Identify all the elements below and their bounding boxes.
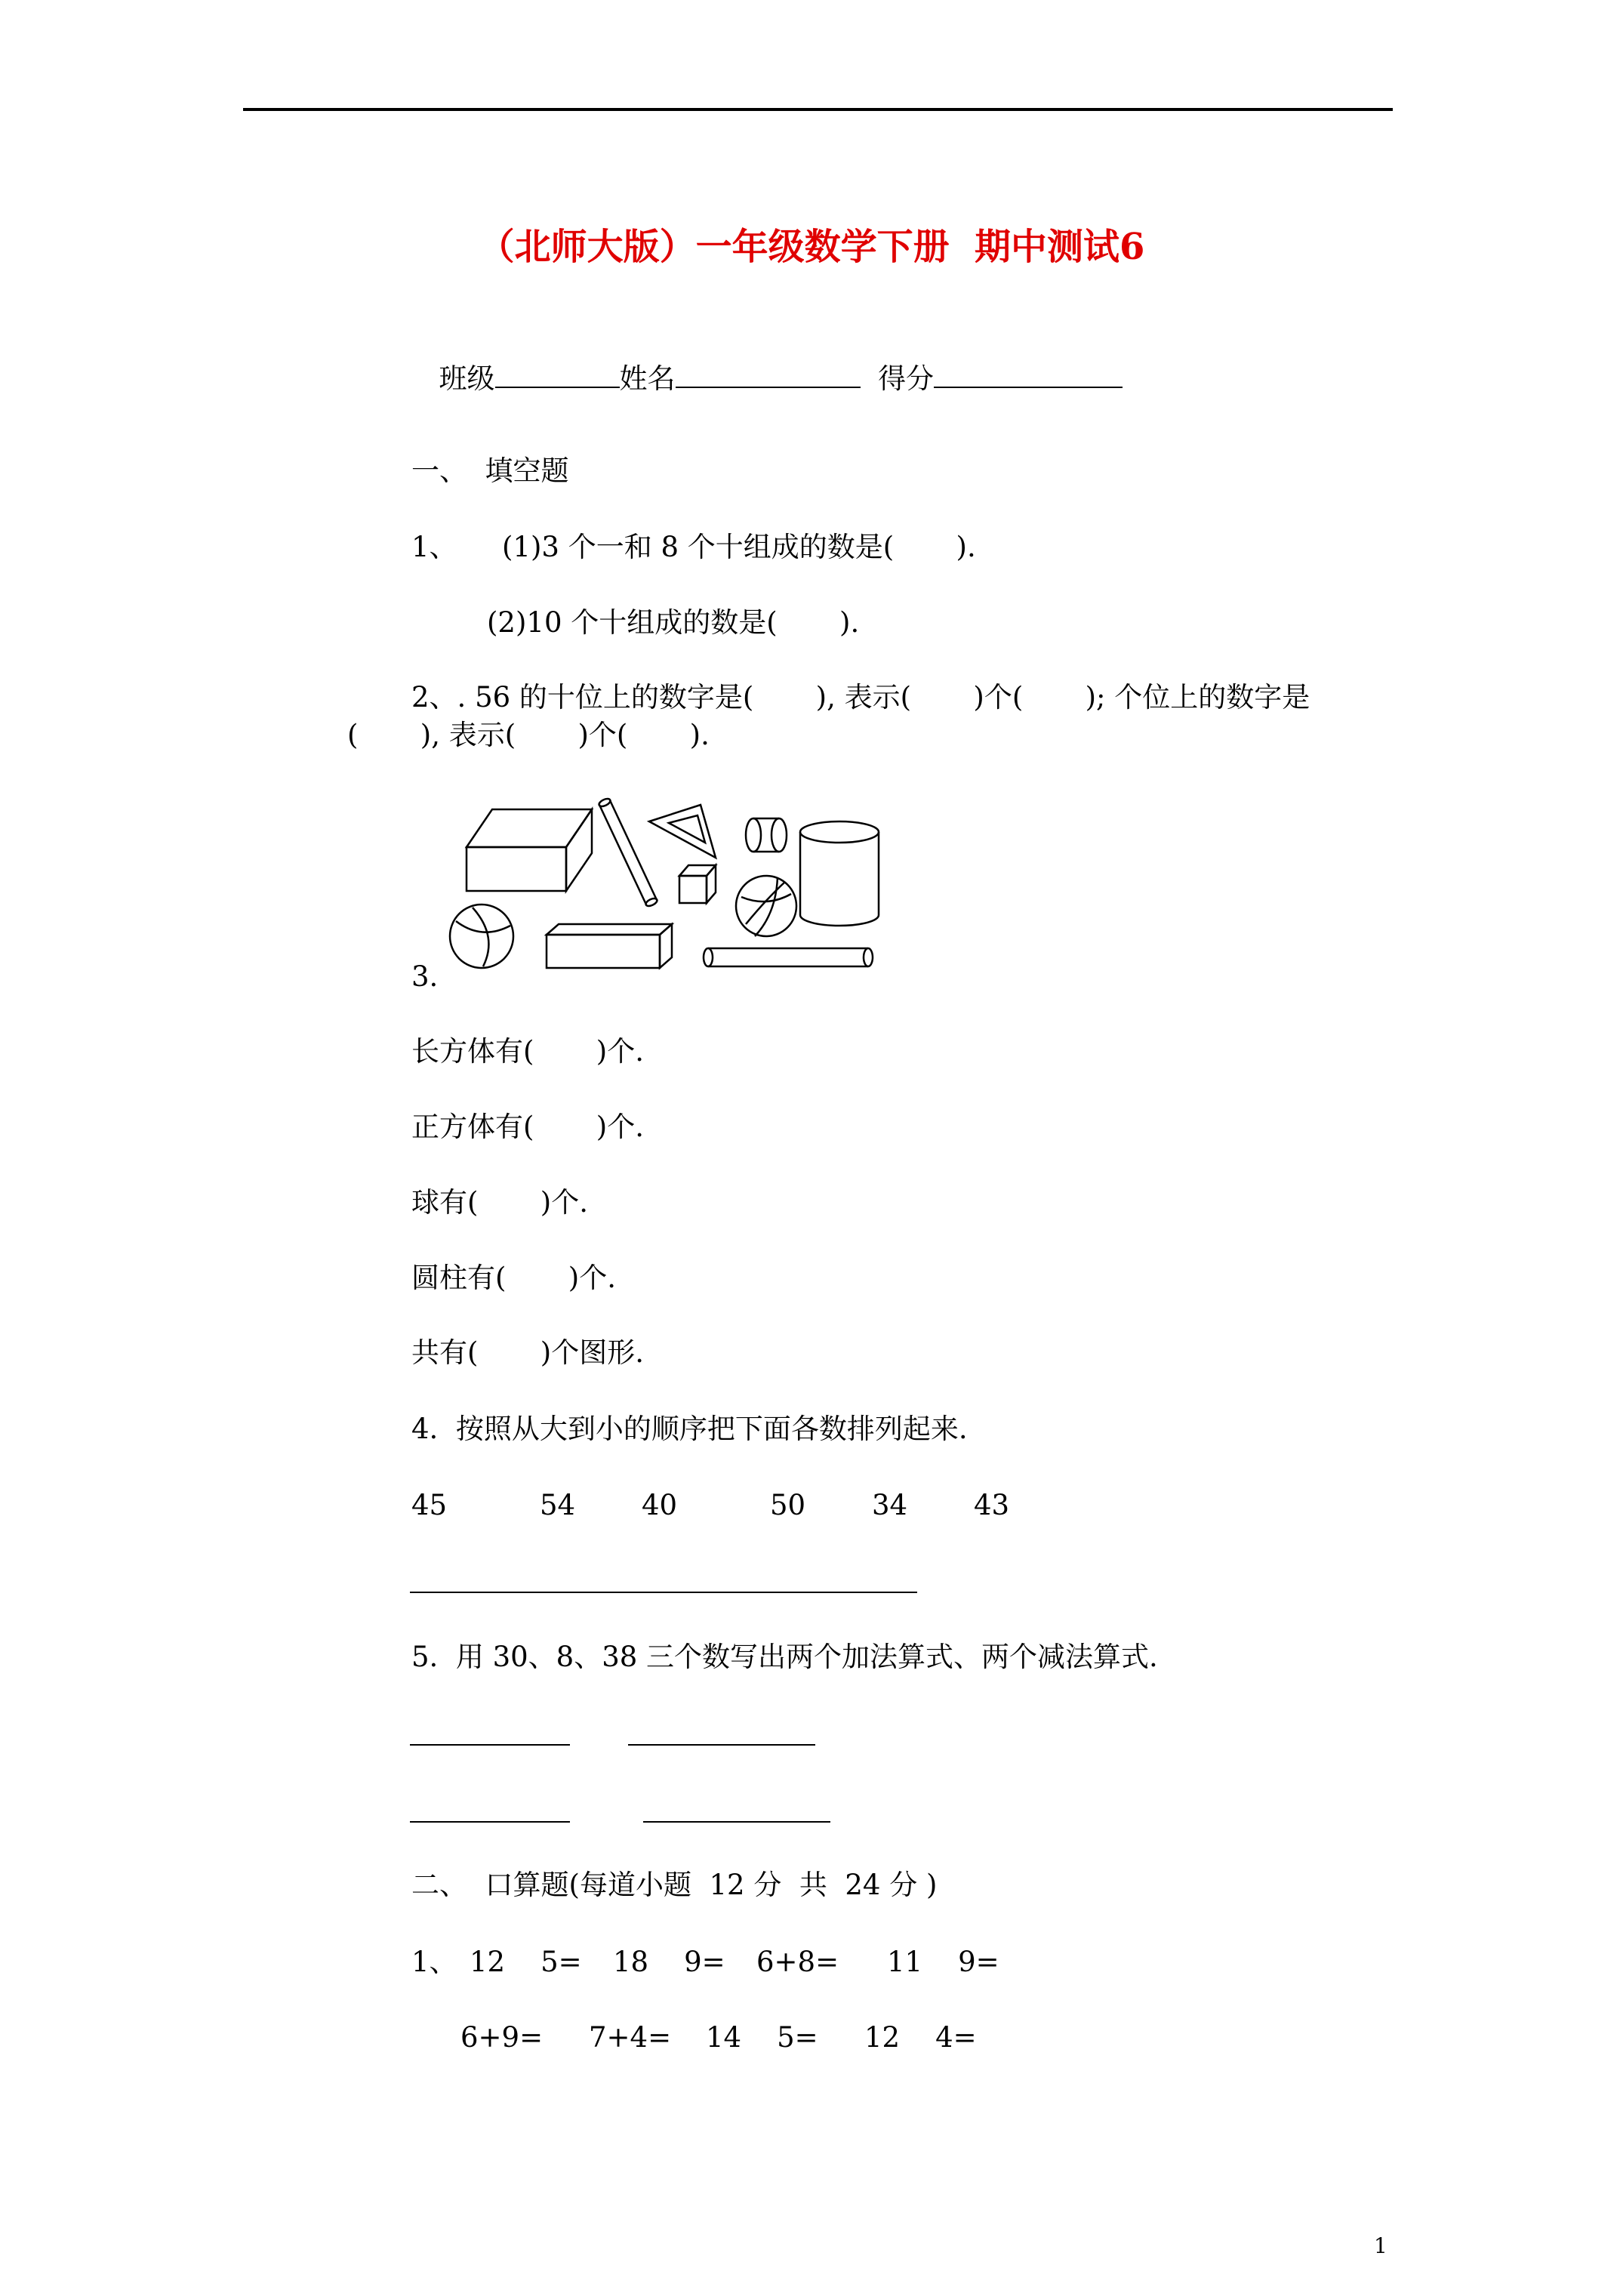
q5-answer-line[interactable]	[628, 1744, 815, 1746]
name-label: 姓名	[619, 362, 676, 395]
mental-math-item: 12 4=	[864, 2021, 977, 2054]
class-label: 班级	[439, 362, 495, 395]
q4-number: 43	[974, 1489, 1010, 1521]
mental-math-item: 12 5=	[470, 1946, 582, 1978]
q3-number: 3.	[411, 960, 439, 993]
q2-line2: ( ), 表示( )个( ).	[347, 719, 710, 751]
mental-math-item: 11 9=	[887, 1946, 999, 1978]
q4-number: 45	[411, 1489, 448, 1521]
cuboid-large-shape	[467, 809, 592, 891]
long-rod-shape	[704, 948, 873, 966]
name-blank[interactable]	[676, 361, 861, 388]
q3-cylinder-count: 圆柱有( )个.	[411, 1262, 616, 1294]
small-cylinder-shape	[746, 818, 787, 852]
q4-number: 50	[770, 1489, 806, 1521]
page-title: （北师大版）一年级数学下册 期中测试6	[478, 226, 1145, 268]
score-label: 得分	[878, 362, 935, 395]
mental-math-item: 18 9=	[613, 1946, 725, 1978]
q4-number: 34	[872, 1489, 908, 1521]
q3-total-count: 共有( )个图形.	[411, 1336, 644, 1369]
mental-math-item: 6+8=	[756, 1946, 839, 1978]
section2-heading: 二、 口算题(每道小题 12 分 共 24 分 )	[411, 1869, 938, 1901]
q1-part-b: (2)10 个十组成的数是( ).	[487, 606, 860, 639]
cube-shape	[679, 865, 716, 903]
q4-answer-line[interactable]	[410, 1592, 917, 1593]
mental-math-item: 7+4=	[589, 2021, 672, 2054]
q4-text: 4. 按照从大到小的顺序把下面各数排列起来.	[411, 1413, 968, 1445]
header-rule	[243, 108, 1393, 111]
q5-text: 5. 用 30、8、38 三个数写出两个加法算式、两个减法算式.	[411, 1641, 1158, 1673]
rod-cylinder-shape	[598, 797, 658, 908]
q2-line1: 2、. 56 的十位上的数字是( ), 表示( )个( ); 个位上的数字是	[411, 681, 1310, 713]
q1-part-a: (1)3 个一和 8 个十组成的数是( ).	[502, 531, 976, 563]
s2-row1-number: 1、	[411, 1946, 457, 1978]
triangle-shape	[649, 805, 716, 858]
q4-number: 40	[642, 1489, 678, 1521]
class-blank[interactable]	[495, 361, 620, 388]
cuboid-flat-shape	[547, 924, 672, 968]
q1-number: 1、	[411, 531, 457, 563]
q3-cuboid-count: 长方体有( )个.	[411, 1035, 644, 1068]
q5-answer-line[interactable]	[410, 1744, 570, 1746]
q4-number: 54	[540, 1489, 576, 1521]
q3-cube-count: 正方体有( )个.	[411, 1111, 644, 1143]
section1-heading: 一、 填空题	[411, 455, 569, 487]
q5-answer-line[interactable]	[410, 1821, 570, 1823]
page-number: 1	[1374, 2233, 1387, 2258]
score-blank[interactable]	[934, 361, 1123, 388]
shapes-figure	[445, 793, 944, 974]
q3-ball-count: 球有( )个.	[411, 1186, 588, 1219]
ball-left-shape	[450, 905, 513, 968]
ball-right-shape	[736, 876, 796, 936]
mental-math-item: 14 5=	[706, 2021, 818, 2054]
big-cylinder-shape	[800, 821, 879, 926]
mental-math-item: 6+9=	[460, 2021, 544, 2054]
header-fields	[421, 333, 1123, 393]
q5-answer-line[interactable]	[643, 1821, 830, 1823]
